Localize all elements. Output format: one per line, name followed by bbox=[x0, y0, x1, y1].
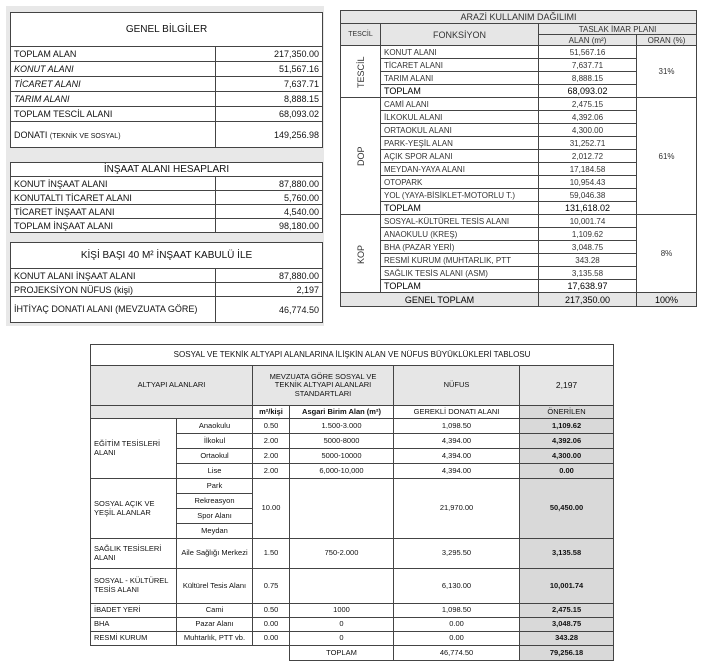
oran-header: ORAN (%) bbox=[637, 35, 697, 46]
m2kisi-header: m²/kişi bbox=[253, 406, 290, 419]
table-row: KONUT ALANI 51,567.16 bbox=[11, 62, 323, 77]
insaat-table bbox=[10, 162, 323, 233]
donati-sub: (TEKNİK VE SOSYAL) bbox=[49, 132, 121, 140]
table-row: KONUTALTI TİCARET ALANI 5,760.00 bbox=[11, 191, 323, 205]
donati-row bbox=[11, 122, 323, 148]
table-row: KONUT İNŞAAT ALANI 87,880.00 bbox=[11, 177, 323, 191]
altyapi-header: ALTYAPI ALANLARI bbox=[91, 366, 253, 406]
toplam-onerilen: 79,256.18 bbox=[520, 646, 614, 661]
table-row: TOPLAM 17,638.97 bbox=[341, 280, 697, 293]
taslak-header: TASLAK İMAR PLANI bbox=[539, 24, 697, 35]
sosyal-altyapi-table bbox=[90, 344, 614, 661]
arazi-kullanim-panel bbox=[340, 10, 696, 328]
table-row: TOPLAM 68,093.02 bbox=[341, 85, 697, 98]
sosyal-title: SOSYAL VE TEKNİK ALTYAPI ALANLARINA İLİŞKİN ALAN VE NÜFUS BÜYÜKLÜKLERİ TABLOSU bbox=[91, 345, 614, 366]
acik-label: SOSYAL AÇIK VE YEŞİL ALANLAR bbox=[91, 479, 177, 539]
table-row: İLKOKUL ALANI 4,392.06 bbox=[341, 111, 697, 124]
oran-kop: 8% bbox=[637, 215, 697, 293]
fonksiyon-header: FONKSİYON bbox=[381, 24, 539, 46]
table-row: EĞİTİM TESİSLERİ ALANI Anaokulu 0.50 1.500-3.000 1,098.50 1,109.62 bbox=[91, 419, 614, 434]
table-row: KONUT ALANI İNŞAAT ALANI 87,880.00 bbox=[11, 269, 323, 283]
table-row: MEYDAN-YAYA ALANI 17,184.58 bbox=[341, 163, 697, 176]
sosyal-altyapi-panel bbox=[90, 344, 613, 662]
table-row: İlkokul 2.00 5000-8000 4,394.00 4,392.06 bbox=[91, 434, 614, 449]
toplam-row bbox=[91, 646, 614, 661]
onerilen-header: ÖNERİLEN bbox=[520, 406, 614, 419]
group-tescil: TESCİL bbox=[341, 46, 381, 98]
insaat-title: İNŞAAT ALANI HESAPLARI bbox=[11, 163, 323, 177]
table-row: TOPLAM ALAN 217,350.00 bbox=[11, 47, 323, 62]
oran-tescil: 31% bbox=[637, 46, 697, 98]
table-row: İBADET YERİ Cami 0.50 1000 1,098.50 2,475.15 bbox=[91, 604, 614, 618]
table-row: ORTAOKUL ALANI 4,300.00 bbox=[341, 124, 697, 137]
table-row: TİCARET ALANI 7,637.71 bbox=[341, 59, 697, 72]
tescil-header: TESCİL bbox=[341, 24, 381, 46]
mevzuat-header: MEVZUATA GÖRE SOSYAL VE TEKNİK ALTYAPI ALANLARI STANDARTLARI bbox=[253, 366, 394, 406]
table-row: BHA Pazar Alanı 0.00 0 0.00 3,048.75 bbox=[91, 618, 614, 632]
arazi-table bbox=[340, 10, 697, 307]
group-kop: KOP bbox=[341, 215, 381, 293]
table-row: İHTİYAÇ DONATI ALANI (MEVZUATA GÖRE) 46,774.50 bbox=[11, 297, 323, 323]
nufus-header: NÜFUS bbox=[394, 366, 520, 406]
table-row: TİCARET İNŞAAT ALANI 4,540.00 bbox=[11, 205, 323, 219]
egitim-label: EĞİTİM TESİSLERİ ALANI bbox=[91, 419, 177, 479]
genel-toplam-row: GENEL TOPLAM 217,350.00 100% bbox=[341, 293, 697, 307]
donati-value: 149,256.98 bbox=[216, 122, 323, 148]
table-row: PARK-YEŞİL ALAN 31,252.71 bbox=[341, 137, 697, 150]
table-row: Spor Alanı bbox=[91, 509, 614, 524]
toplam-label: TOPLAM bbox=[290, 646, 394, 661]
alan-header: ALAN (m²) bbox=[539, 35, 637, 46]
asgari-header: Asgari Birim Alan (m²) bbox=[290, 406, 394, 419]
table-row: TESCİL KONUT ALANI 51,567.16 31% bbox=[341, 46, 697, 59]
table-row: KOP SOSYAL-KÜLTÜREL TESİS ALANI 10,001.74 8% bbox=[341, 215, 697, 228]
table-row: SAĞLIK TESİS ALANI (ASM) 3,135.58 bbox=[341, 267, 697, 280]
kisi-basi-table bbox=[10, 242, 323, 323]
table-row: ANAOKULU (KREŞ) 1,109.62 bbox=[341, 228, 697, 241]
table-row: TOPLAM 131,618.02 bbox=[341, 202, 697, 215]
table-row: PROJEKSİYON NÜFUS (kişi) 2,197 bbox=[11, 283, 323, 297]
table-row: BHA (PAZAR YERİ) 3,048.75 bbox=[341, 241, 697, 254]
table-row: SAĞLIK TESİSLERİ ALANI Aile Sağlığı Merkezi 1.50 750-2.000 3,295.50 3,135.58 bbox=[91, 539, 614, 569]
donati-label: DONATI bbox=[14, 129, 48, 140]
genel-title: GENEL BİLGİLER bbox=[11, 13, 323, 47]
table-row: SOSYAL - KÜLTÜREL TESİS ALANI Kültürel Tesis Alanı 0.75 6,130.00 10,001.74 bbox=[91, 569, 614, 604]
table-row: SOSYAL AÇIK VE YEŞİL ALANLAR Park 10.00 21,970.00 50,450.00 bbox=[91, 479, 614, 494]
oran-dop: 61% bbox=[637, 98, 697, 215]
table-row: TARIM ALANI 8,888.15 bbox=[341, 72, 697, 85]
arazi-title: ARAZİ KULLANIM DAĞILIMI bbox=[341, 11, 697, 24]
kisi-title: KİŞİ BAŞI 40 M² İNŞAAT KABULÜ İLE bbox=[11, 243, 323, 269]
table-row: Lise 2.00 6,000-10,000 4,394.00 0.00 bbox=[91, 464, 614, 479]
table-row: RESMİ KURUM Muhtarlık, PTT vb. 0.00 0 0.00 343.28 bbox=[91, 632, 614, 646]
table-row: TARIM ALANI 8,888.15 bbox=[11, 92, 323, 107]
genel-bilgiler-table bbox=[10, 12, 323, 148]
gerekli-header: GEREKLİ DONATI ALANI bbox=[394, 406, 520, 419]
table-row: TOPLAM TESCİL ALANI 68,093.02 bbox=[11, 107, 323, 122]
table-row: TİCARET ALANI 7,637.71 bbox=[11, 77, 323, 92]
table-row: RESMİ KURUM (MUHTARLIK, PTT 343.28 bbox=[341, 254, 697, 267]
table-row: Meydan bbox=[91, 524, 614, 539]
table-row: DOP CAMİ ALANI 2,475.15 61% bbox=[341, 98, 697, 111]
group-dop: DOP bbox=[341, 98, 381, 215]
table-row: YOL (YAYA-BİSİKLET-MOTORLU T.) 59,046.38 bbox=[341, 189, 697, 202]
table-row: TOPLAM İNŞAAT ALANI 98,180.00 bbox=[11, 219, 323, 233]
toplam-gerekli: 46,774.50 bbox=[394, 646, 520, 661]
table-row: AÇIK SPOR ALANI 2,012.72 bbox=[341, 150, 697, 163]
nufus-value: 2,197 bbox=[520, 366, 614, 406]
table-row: Ortaokul 2.00 5000-10000 4,394.00 4,300.00 bbox=[91, 449, 614, 464]
table-row: Rekreasyon bbox=[91, 494, 614, 509]
table-row: OTOPARK 10,954.43 bbox=[341, 176, 697, 189]
left-info-panel bbox=[6, 6, 324, 326]
